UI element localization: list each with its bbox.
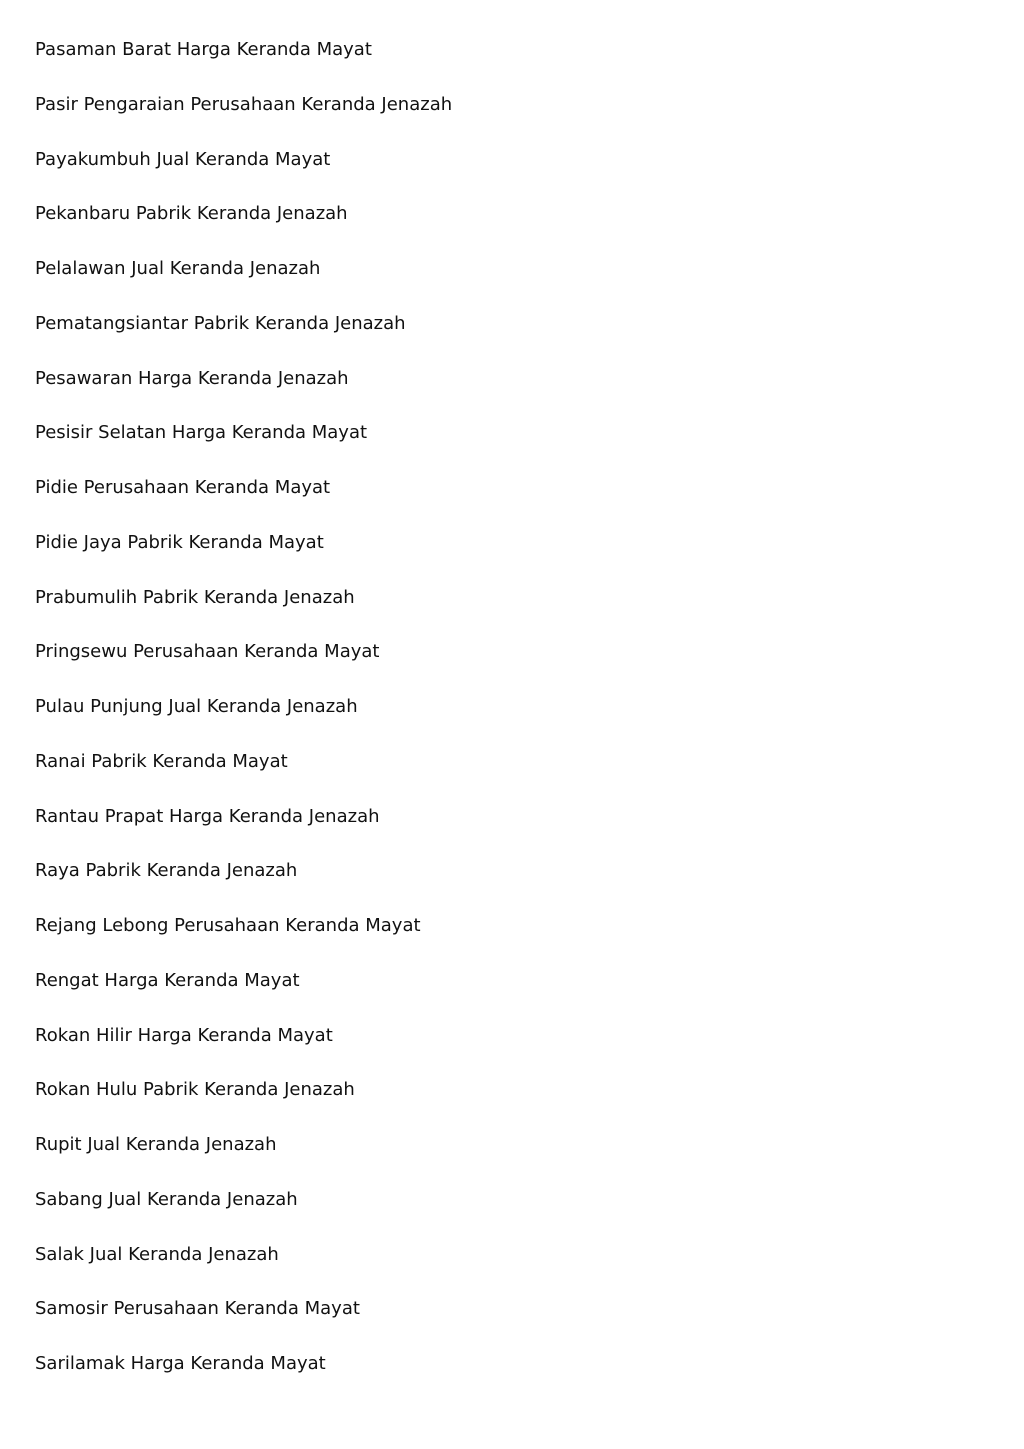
text-line-list [35,37,452,1406]
text-line: Rupit Jual Keranda Jenazah [35,1134,277,1155]
text-line: Ranai Pabrik Keranda Mayat [35,750,288,772]
text-line: Rantau Prapat Harga Keranda Jenazah [35,805,380,827]
text-line: Rokan Hilir Harga Keranda Mayat [35,1024,333,1046]
text-line: Pasaman Barat Harga Keranda Mayat [35,39,372,60]
text-line: Pekanbaru Pabrik Keranda Jenazah [35,203,348,225]
text-line: Pesawaran Harga Keranda Jenazah [35,367,349,389]
text-line: Rokan Hulu Pabrik Keranda Jenazah [35,1079,355,1101]
text-line: Pulau Punjung Jual Keranda Jenazah [35,696,358,717]
text-line: Pelalawan Jual Keranda Jenazah [35,258,321,279]
text-line: Rengat Harga Keranda Mayat [35,969,300,991]
text-line: Samosir Perusahaan Keranda Mayat [35,1298,360,1320]
text-line: Prabumulih Pabrik Keranda Jenazah [35,586,355,608]
text-line: Pematangsiantar Pabrik Keranda Jenazah [35,312,406,334]
text-line: Rejang Lebong Perusahaan Keranda Mayat [35,915,421,936]
text-line: Pidie Jaya Pabrik Keranda Mayat [35,531,324,553]
text-line: Raya Pabrik Keranda Jenazah [35,860,298,882]
text-line: Salak Jual Keranda Jenazah [35,1243,279,1265]
text-line: Sarilamak Harga Keranda Mayat [35,1353,326,1374]
text-line: Sabang Jual Keranda Jenazah [35,1188,298,1210]
text-line: Pasir Pengaraian Perusahaan Keranda Jenazah [35,93,453,115]
text-line: Pringsewu Perusahaan Keranda Mayat [35,641,380,663]
text-line: Pesisir Selatan Harga Keranda Mayat [35,422,368,444]
text-line: Pidie Perusahaan Keranda Mayat [35,477,331,498]
text-line: Payakumbuh Jual Keranda Mayat [35,148,331,170]
